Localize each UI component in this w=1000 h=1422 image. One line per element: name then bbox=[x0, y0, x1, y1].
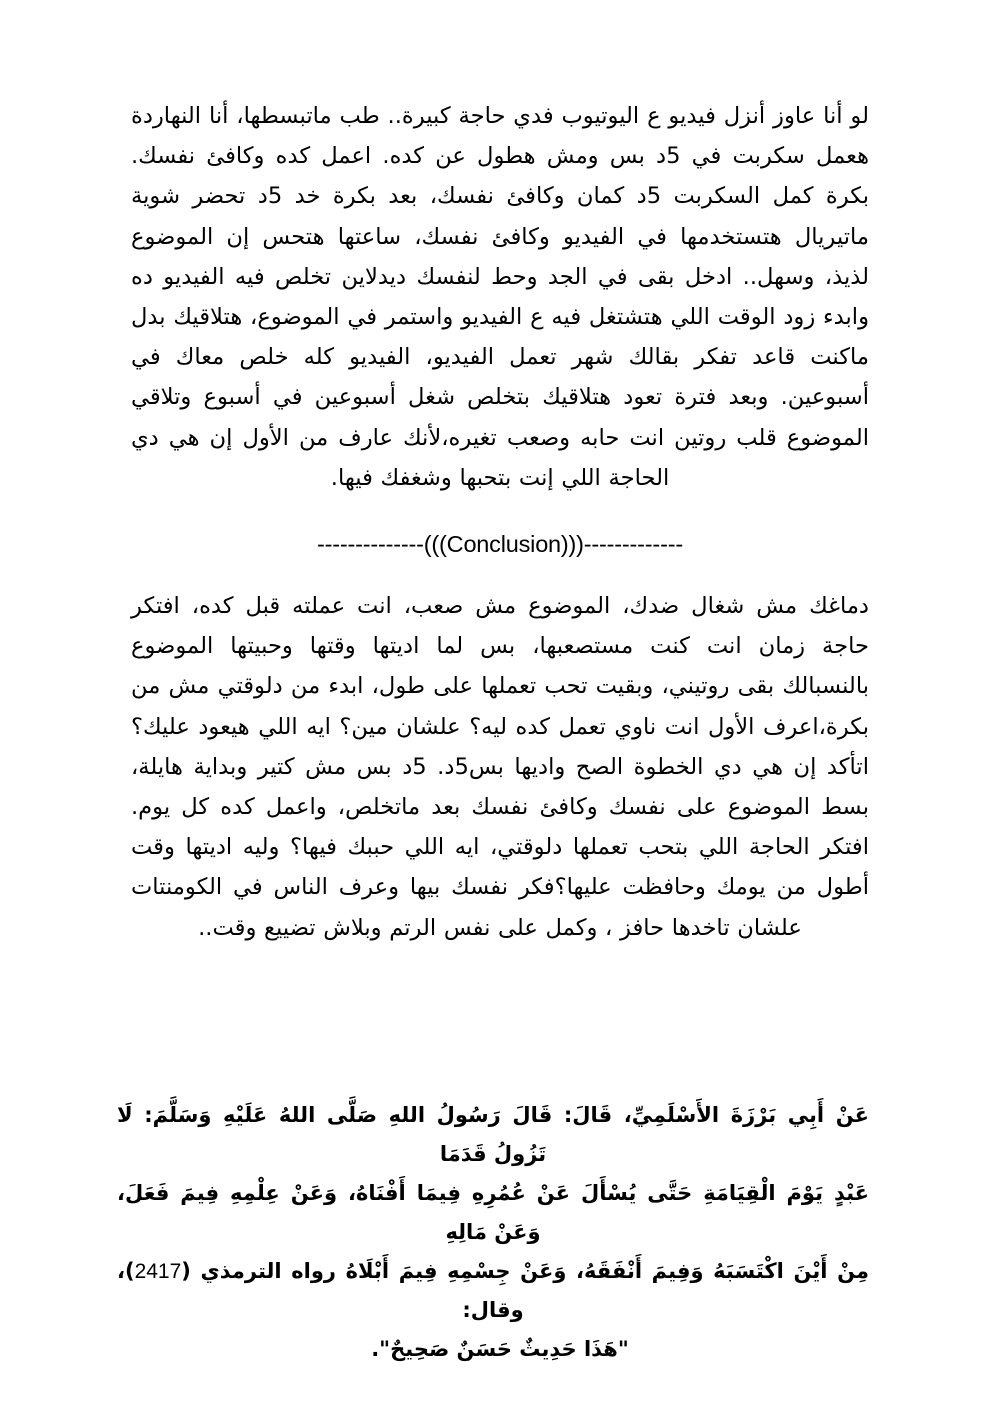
hadith-line-1: عَنْ أَبِي بَرْزَةَ الأَسْلَمِيِّ، قَالَ: قَالَ رَسُولُ اللهِ صَلَّى اللهُ عَلَيْهِ وَسَلَّمَ: لَا تَزُولُ قَدَمَا bbox=[117, 1102, 869, 1166]
document-text-column bbox=[117, 0, 869, 1369]
hadith-line-3-text: مِنْ أَيْنَ اكْتَسَبَهُ وَفِيمَ أَنْفَقَهُ، وَعَنْ جِسْمِهِ فِيمَ أَبْلَاهُ رواه الترمذي ( bbox=[181, 1258, 869, 1283]
hadith-quotation-block bbox=[117, 1096, 869, 1369]
conclusion-section-heading: --------------(((Conclusion)))------------- bbox=[317, 531, 683, 558]
hadith-line-2: عَبْدٍ يَوْمَ الْقِيَامَةِ حَتَّى يُسْأَلَ عَنْ عُمُرِهِ فِيمَا أَفْنَاهُ، وَعَنْ عِلْمِهِ فِيمَ فَعَلَ، وَعَنْ مَالِهِ bbox=[117, 1180, 869, 1244]
hadith-line-3-tail: )، وقال: bbox=[117, 1258, 524, 1322]
hadith-line-3 bbox=[117, 1252, 869, 1330]
hadith-grading-line: "هَذَا حَدِيثٌ حَسَنٌ صَحِيحٌ". bbox=[371, 1336, 629, 1361]
paragraph-conclusion: دماغك مش شغال ضدك، الموضوع مش صعب، انت عملته قبل كده، افتكر حاجة زمان انت كنت مستصعبها، بس لما اديتها وقتها وحبيتها الموضوع بالنسبالك بقى روتيني، وبقيت تحب تعملها على طول، ابدء من دلوقتي مش من بكرة،اعرف الأول انت ناوي تعمل كده ليه؟ علشان مين؟ ايه اللي هيعود عليك؟اتأكد إن هي دي الخطوة الصح واديها بس5د. 5د بس مش كتير وبداية هايلة، بسط الموضوع على نفسك وكافئ نفسك بعد ماتخلص، واعمل كده كل يوم. افتكر الحاجة اللي بتحب تعملها دلوقتي، ايه اللي حببك فيها؟ وليه اديتها وقت أطول من يومك وحافظت عليها؟فكر نفسك بيها وعرف الناس في الكومنتات علشان تاخدها حافز ، وكمل على نفس الرتم وبلاش تضييع وقت.. bbox=[131, 593, 869, 941]
paragraph-intro: لو أنا عاوز أنزل فيديو ع اليوتيوب فدي حاجة كبيرة.. طب ماتبسطها، أنا النهاردة هعمل سكربت في 5د بس ومش هطول عن كده. اعمل كده وكافئ نفسك. بكرة كمل السكربت 5د كمان وكافئ نفسك، بعد بكرة خد 5د تحضر شوية ماتيريال هتستخدمها في الفيديو وكافئ نفسك، ساعتها هتحس إن الموضوع لذيذ، وسهل.. ادخل بقى في الجد وحط لنفسك ديدلاين تخلص فيه الفيديو ده وابدء زود الوقت اللي هتشتغل فيه ع الفيديو واستمر في الموضوع، هتلاقيك بدل ماكنت قاعد تفكر بقالك شهر تعمل الفيديو، الفيديو كله خلص معاك في أسبوعين. وبعد فترة تعود هتلاقيك بتخلص شغل أسبوعين في أسبوع وتلاقي الموضوع قلب روتين انت حابه وصعب تغيره،لأنك عارف من الأول إن هي دي الحاجة اللي إنت بتحبها وشغفك فيها. bbox=[131, 103, 869, 491]
hadith-reference-number: 2417 bbox=[134, 1259, 182, 1283]
